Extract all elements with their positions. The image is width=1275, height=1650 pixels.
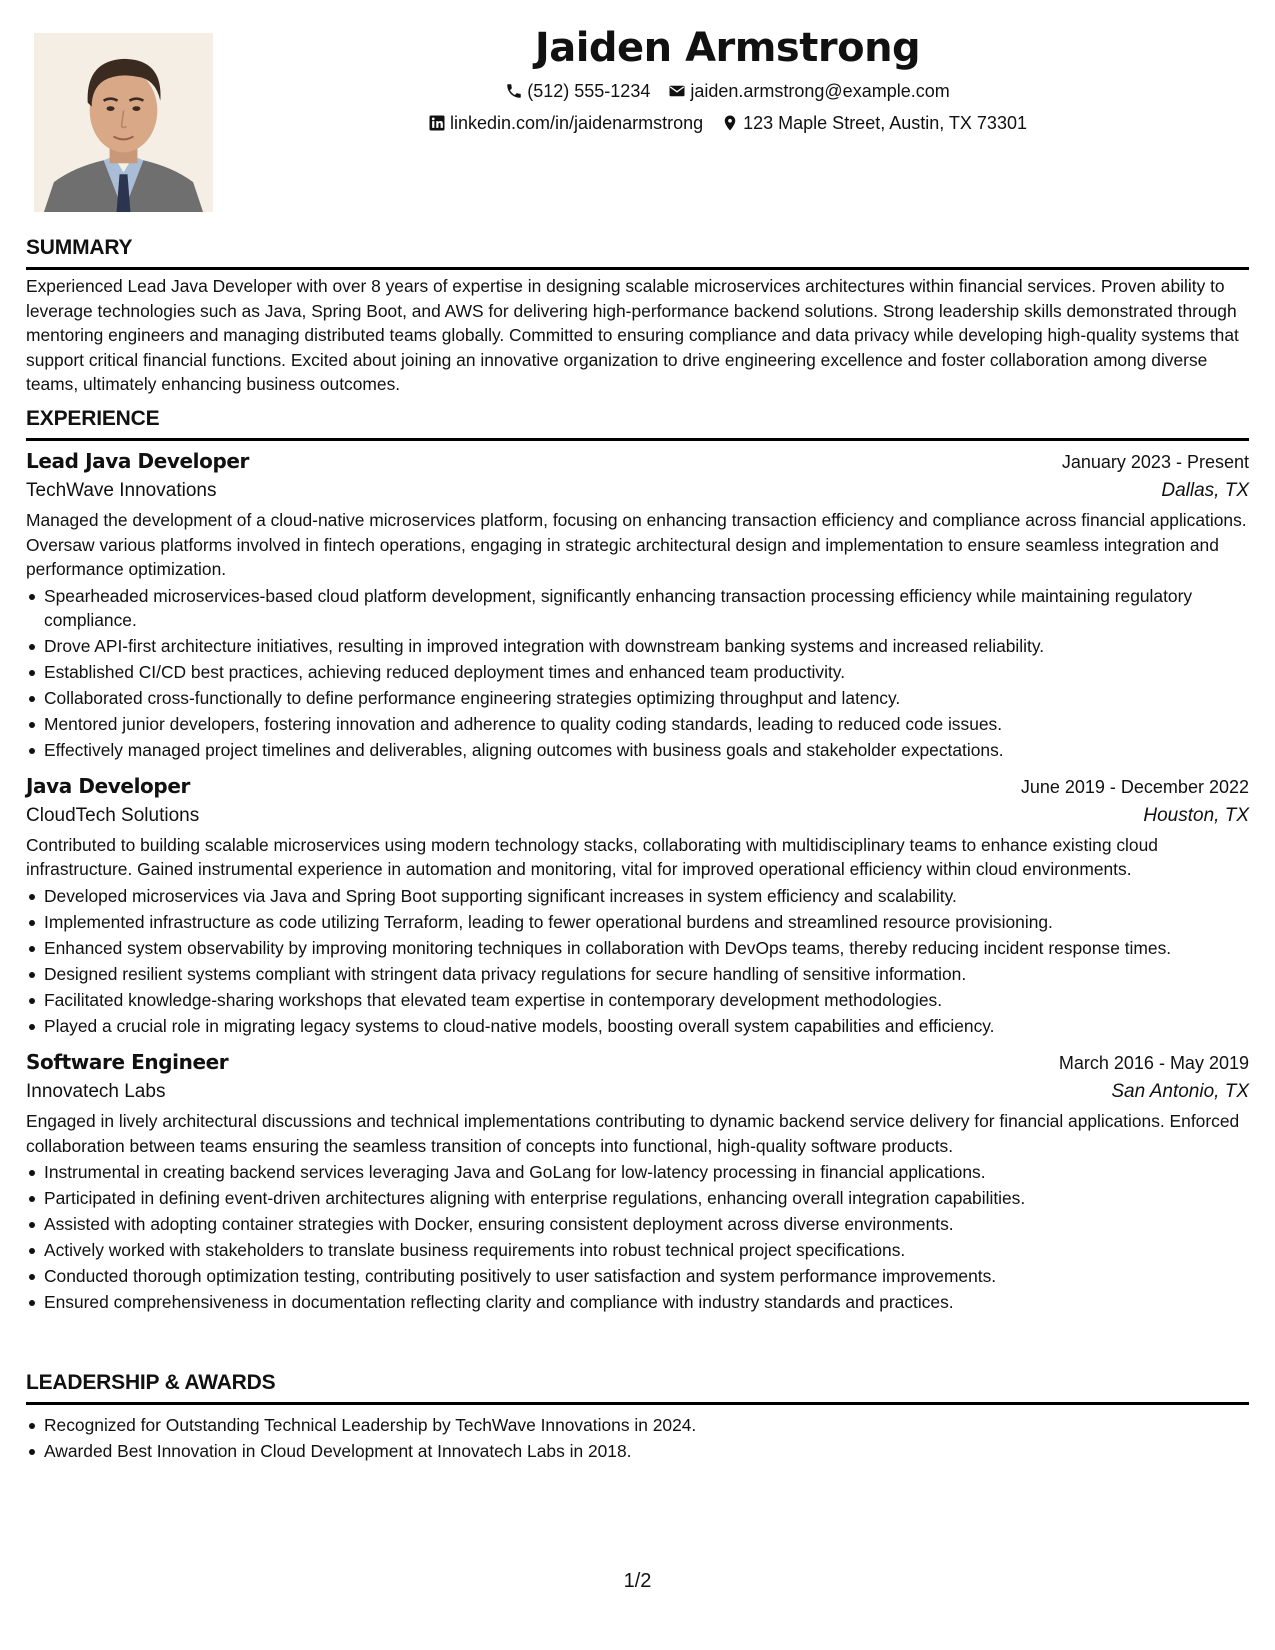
job-dates: January 2023 - Present bbox=[1061, 452, 1249, 472]
awards-list bbox=[26, 1413, 1249, 1463]
street-address: 123 Maple Street, Austin, TX 73301 bbox=[743, 113, 1027, 133]
bullet-item: Played a crucial role in migrating legacy systems to cloud-native models, boosting overall system capabilities and efficiency. bbox=[26, 1014, 1249, 1038]
job-entry bbox=[26, 1048, 1249, 1314]
bullet-item: Spearheaded microservices-based cloud platform development, significantly enhancing transaction processing efficiency while maintaining regulatory compliance. bbox=[26, 584, 1249, 632]
job-entry bbox=[26, 447, 1249, 762]
linkedin-icon bbox=[428, 114, 446, 132]
contact-line-2 bbox=[206, 111, 1249, 135]
linkedin-contact[interactable] bbox=[428, 111, 703, 135]
award-item: Recognized for Outstanding Technical Leadership by TechWave Innovations in 2024. bbox=[26, 1413, 1249, 1437]
bullet-item: Assisted with adopting container strategies with Docker, ensuring consistent deployment across diverse environments. bbox=[26, 1212, 1249, 1236]
bullet-item: Designed resilient systems compliant with stringent data privacy regulations for secure handling of sensitive information. bbox=[26, 962, 1249, 986]
job-title: Software Engineer bbox=[26, 1049, 229, 1074]
address-contact bbox=[721, 111, 1027, 135]
bullet-item: Mentored junior developers, fostering innovation and adherence to quality coding standards, leading to reduced code issues. bbox=[26, 712, 1249, 736]
linkedin-url[interactable]: linkedin.com/in/jaidenarmstrong bbox=[450, 113, 704, 133]
section-title: EXPERIENCE bbox=[26, 407, 160, 430]
job-location: Houston, TX bbox=[1143, 804, 1249, 826]
bullet-item: Ensured comprehensiveness in documentation reflecting clarity and compliance with industry standards and practices. bbox=[26, 1290, 1249, 1314]
bullet-item: Enhanced system observability by improving monitoring techniques in collaboration with DevOps teams, thereby reducing incident response times. bbox=[26, 936, 1249, 960]
company-name: CloudTech Solutions bbox=[26, 804, 200, 826]
company-name: TechWave Innovations bbox=[26, 480, 217, 501]
portrait-illustration bbox=[34, 33, 213, 212]
bullet-item: Actively worked with stakeholders to translate business requirements into robust technical project specifications. bbox=[26, 1238, 1249, 1262]
section-divider bbox=[26, 267, 1249, 270]
summary-section bbox=[26, 234, 1249, 397]
summary-text: Experienced Lead Java Developer with over 8 years of expertise in designing scalable microservices architectures within financial services. Proven ability to leverage technologies such as Java, Spring Boot, and AWS for delivering high-performance backend solutions. Strong leadership skills demonstrated through mentoring engineers and managing distributed teams globally. Committed to ensuring compliance and data privacy while developing high-quality systems that support critical financial functions. Excited about joining an innovative organization to drive engineering excellence and foster collaboration among diverse teams, ultimately enhancing business outcomes. bbox=[26, 276, 1239, 395]
job-location: Dallas, TX bbox=[1161, 480, 1249, 501]
bullet-item: Implemented infrastructure as code utilizing Terraform, leading to fewer operational burdens and streamlined resource provisioning. bbox=[26, 910, 1249, 934]
candidate-name: Jaiden Armstrong bbox=[534, 25, 921, 71]
award-item: Awarded Best Innovation in Cloud Development at Innovatech Labs in 2018. bbox=[26, 1439, 1249, 1463]
job-bullets bbox=[26, 584, 1249, 762]
section-title: LEADERSHIP & AWARDS bbox=[26, 1371, 276, 1394]
bullet-item: Collaborated cross-functionally to define performance engineering strategies optimizing throughput and latency. bbox=[26, 686, 1249, 710]
company-name: Innovatech Labs bbox=[26, 1080, 166, 1102]
job-description: Managed the development of a cloud-native microservices platform, focusing on enhancing transaction efficiency and compliance across financial applications. Oversaw various platforms involved in fintech operations, engaging in strategic architectural design and implementation to ensure seamless integration and performance optimization. bbox=[26, 510, 1247, 580]
bullet-item: Drove API-first architecture initiatives, resulting in improved integration with downstream banking systems and increased reliability. bbox=[26, 634, 1249, 658]
page-number: 1/2 bbox=[623, 1570, 652, 1592]
awards-section bbox=[26, 1369, 1249, 1463]
profile-photo bbox=[34, 33, 213, 212]
job-dates: June 2019 - December 2022 bbox=[1020, 776, 1249, 797]
email-contact[interactable] bbox=[668, 79, 949, 103]
section-divider bbox=[26, 1402, 1249, 1405]
job-entry bbox=[26, 772, 1249, 1038]
bullet-item: Instrumental in creating backend services leveraging Java and GoLang for low-latency processing in financial applications. bbox=[26, 1160, 1249, 1184]
experience-section bbox=[26, 405, 1249, 1314]
bullet-item: Developed microservices via Java and Spring Boot supporting significant increases in system efficiency and scalability. bbox=[26, 884, 1249, 908]
job-dates: March 2016 - May 2019 bbox=[1058, 1052, 1249, 1073]
phone-number: (512) 555-1234 bbox=[527, 81, 651, 101]
email-address[interactable]: jaiden.armstrong@example.com bbox=[690, 81, 950, 101]
phone-contact bbox=[505, 79, 650, 103]
contact-line-1 bbox=[206, 79, 1249, 103]
phone-icon bbox=[505, 82, 523, 100]
resume-header bbox=[206, 0, 1249, 135]
bullet-item: Facilitated knowledge-sharing workshops that elevated team expertise in contemporary development methodologies. bbox=[26, 988, 1249, 1012]
bullet-item: Participated in defining event-driven architectures aligning with enterprise regulations, enhancing overall integration capabilities. bbox=[26, 1186, 1249, 1210]
section-title: SUMMARY bbox=[26, 236, 133, 259]
job-title: Java Developer bbox=[26, 773, 190, 798]
job-title: Lead Java Developer bbox=[26, 449, 250, 473]
bullet-item: Established CI/CD best practices, achieving reduced deployment times and enhanced team productivity. bbox=[26, 660, 1249, 684]
resume-page bbox=[26, 0, 1249, 1650]
job-bullets bbox=[26, 884, 1249, 1038]
job-description: Contributed to building scalable microservices using modern technology stacks, collaborating with multidisciplinary teams to enhance existing cloud infrastructure. Gained instrumental experience in automation and monitoring, vital for improved operational efficiency within cloud environments. bbox=[26, 834, 1158, 880]
map-pin-icon bbox=[721, 114, 739, 132]
section-divider bbox=[26, 438, 1249, 441]
bullet-item: Effectively managed project timelines and deliverables, aligning outcomes with business goals and stakeholder expectations. bbox=[26, 738, 1249, 762]
job-location: San Antonio, TX bbox=[1111, 1080, 1249, 1102]
envelope-icon bbox=[668, 82, 686, 100]
bullet-item: Conducted thorough optimization testing, contributing positively to user satisfaction and system performance improvements. bbox=[26, 1264, 1249, 1288]
job-bullets bbox=[26, 1160, 1249, 1314]
job-description: Engaged in lively architectural discussions and technical implementations contributing to dynamic backend service delivery for financial applications. Enforced collaboration between teams ensuring the seamless transition of concepts into functional, high-quality software products. bbox=[26, 1110, 1240, 1156]
